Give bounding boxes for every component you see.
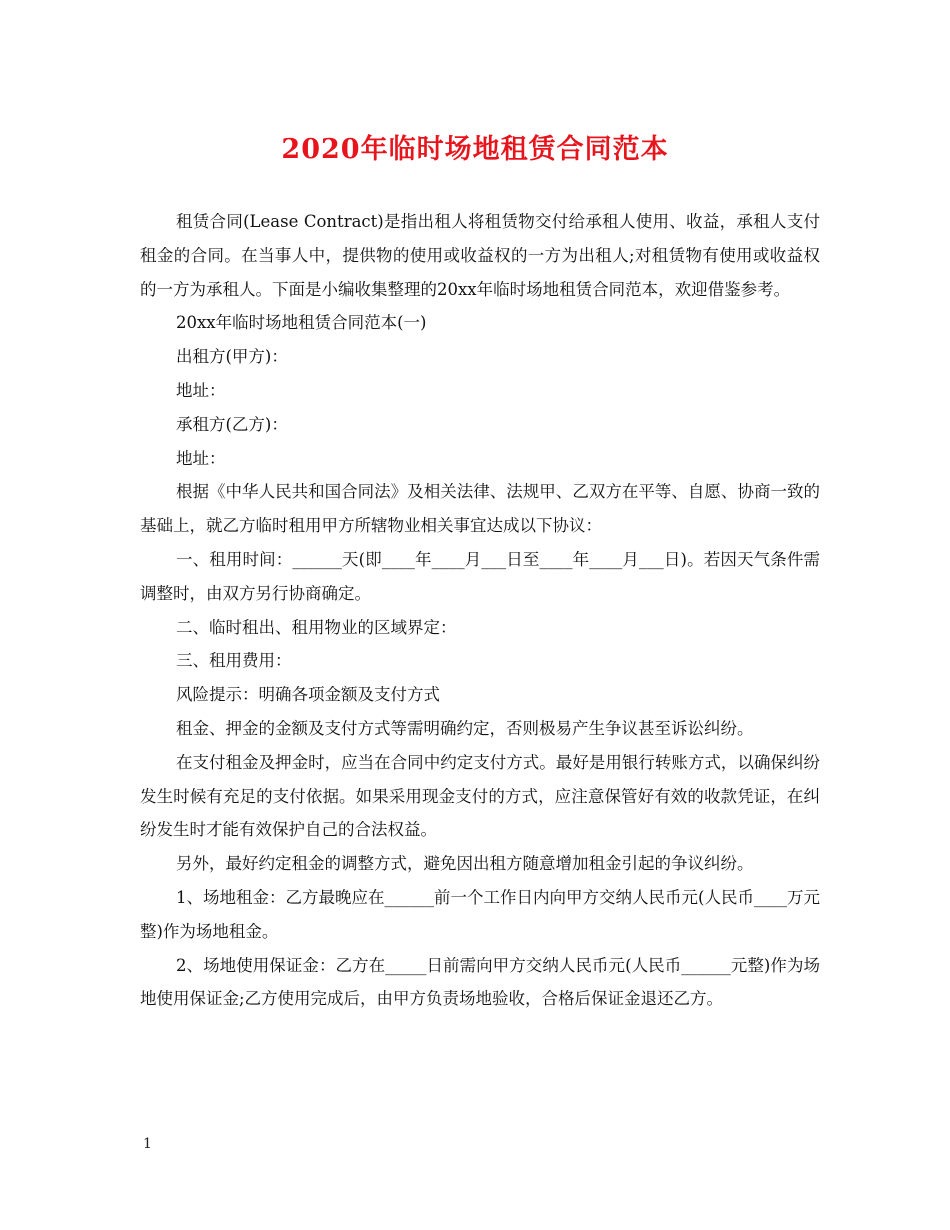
paragraph-intro: 租赁合同(Lease Contract)是指出租人将租赁物交付给承租人使用、收益，承租人支付租金的合同。在当事人中，提供物的使用或收益权的一方为出租人;对租赁物有使用或收益权的一方为承租人。下面是小编收集整理的20xx年临时场地租赁合同范本，欢迎借鉴参考。	[140, 212, 820, 299]
paragraph-lease-term: 一、租用时间：______天(即____年____月___日至____年____月___日)。若因天气条件需调整时，由双方另行协商确定。	[140, 549, 820, 603]
page-number: 1	[143, 1136, 152, 1152]
paragraph-risk-tip: 风险提示：明确各项金额及支付方式	[176, 685, 440, 705]
paragraph-payment-method: 在支付租金及押金时，应当在合同中约定支付方式。最好是用银行转账方式，以确保纠纷发生时候有充足的支付依据。如果采用现金支付的方式，应注意保管好有效的收款凭证，在纠纷发生时才能有效保护自己的合法权益。	[140, 752, 820, 840]
paragraph-site-deposit: 2、场地使用保证金：乙方在_____日前需向甲方交纳人民币元(人民币______元整)作为场地使用保证金;乙方使用完成后，由甲方负责场地验收，合格后保证金退还乙方。	[140, 955, 820, 1009]
paragraph-lease-fees: 三、租用费用：	[176, 651, 292, 671]
paragraph-site-rent: 1、场地租金：乙方最晚应在______前一个工作日内向甲方交纳人民币元(人民币____万元整)作为场地租金。	[140, 887, 820, 941]
paragraph-rent-adjustment: 另外，最好约定租金的调整方式，避免因出租方随意增加租金引起的争议纠纷。	[176, 854, 754, 874]
paragraph-lessor-address: 地址：	[176, 380, 226, 400]
document-body	[140, 205, 820, 1016]
paragraph-area-definition: 二、临时租出、租用物业的区域界定：	[176, 617, 457, 637]
paragraph-lessee-address: 地址：	[176, 448, 226, 468]
paragraph-rent-deposit-note: 租金、押金的金额及支付方式等需明确约定，否则极易产生争议甚至诉讼纠纷。	[176, 718, 754, 738]
paragraph-legal-basis: 根据《中华人民共和国合同法》及相关法律、法规甲、乙双方在平等、自愿、协商一致的基础上，就乙方临时租用甲方所辖物业相关事宜达成以下协议：	[140, 482, 820, 536]
paragraph-lessor-label: 出租方(甲方)：	[176, 347, 288, 367]
paragraph-contract-heading: 20xx年临时场地租赁合同范本(一)	[176, 313, 427, 333]
paragraph-lessee-label: 承租方(乙方)：	[176, 414, 288, 434]
document-title: 2020年临时场地租赁合同范本	[281, 134, 669, 165]
